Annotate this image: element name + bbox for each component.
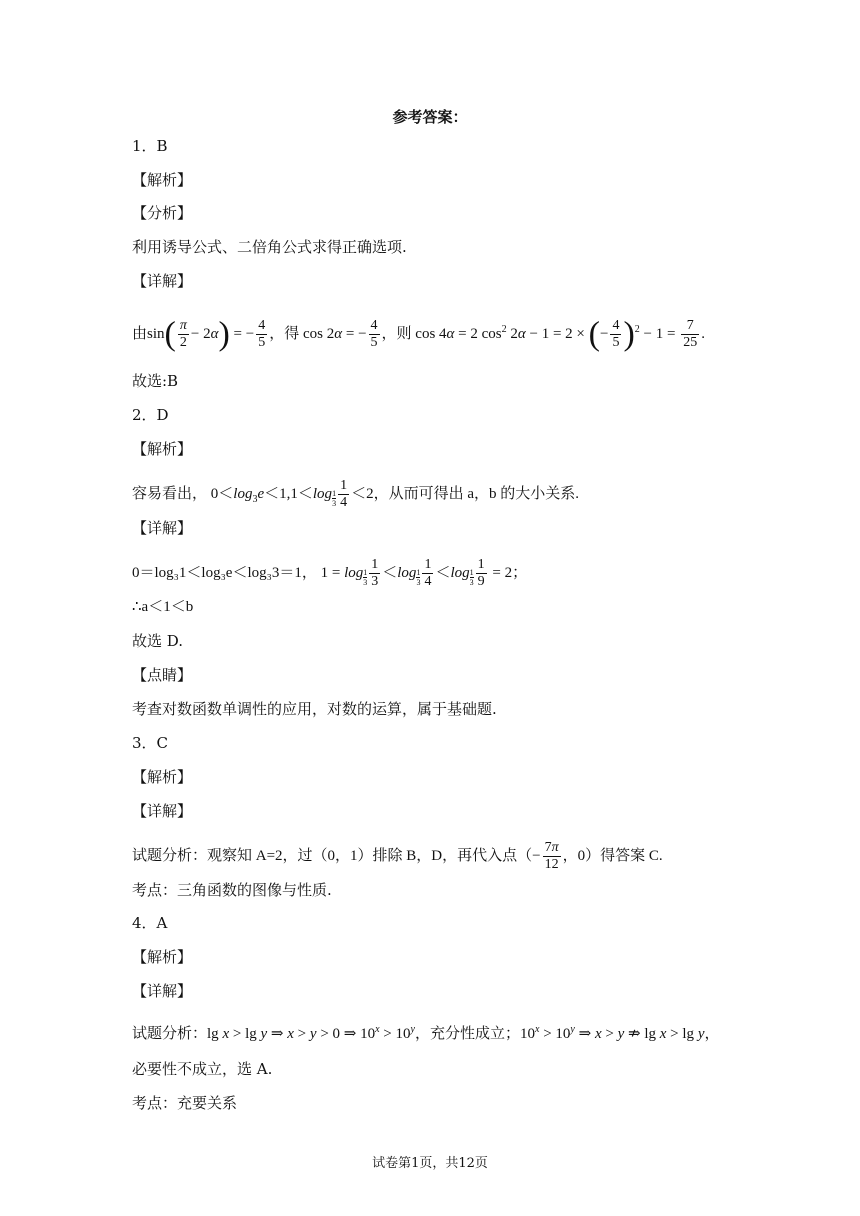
q1-result: 故选:B	[132, 372, 179, 390]
q4-analysis-line: 试题分析：lg x > lg y ⇒ x > y > 0 ⇒ $10^x > 10^y$，充分性成立；$10^x > 10^y$ ⇒ x > y ⇏ lg x > lg y，	[132, 1024, 720, 1042]
q3-kaodian: 考点：三角函数的图像与性质.	[132, 881, 332, 899]
q2-detail-line: 0＝log₃1＜log₃e＜log₃3＝1， 1 = log $\frac{1}{3}$ $\frac{1}{3}$ ＜log $\frac{1}{3}$ $\frac{1}{4}$ ＜log $\frac{1}{3}$ $\frac{1}{9}$ = 2；	[132, 557, 528, 589]
q2-line1-post: ，从而可得出 a，b 的大小关系.	[373, 485, 579, 502]
q2-xiangjie-heading: 【详解】	[132, 519, 193, 537]
q4-answer: 4．A	[132, 914, 168, 932]
q2-line2-post: ；	[512, 564, 528, 581]
q3-line1-post: ，0）得答案 C.	[562, 847, 663, 864]
q1-text-you: 由	[132, 325, 148, 342]
q3-line1-pre: 试题分析：观察知 A=2，过（0，1）排除 B，D，再代入点（	[132, 847, 533, 864]
q1-jiexi-heading: 【解析】	[132, 171, 193, 189]
q4-line1-post: ，	[704, 1026, 720, 1042]
q1-fenxi-text: 利用诱导公式、二倍角公式求得正确选项.	[132, 238, 407, 256]
q4-jiexi-heading: 【解析】	[132, 948, 193, 966]
q2-line2-pre: 0＝log₃1＜log₃e＜log₃3＝1，	[132, 564, 317, 581]
q1-answer: 1．B	[132, 137, 168, 155]
q4-line1-pre: 试题分析：	[132, 1026, 208, 1042]
q1-xiangjie-heading: 【详解】	[132, 272, 193, 290]
q4-line1-mid: ，充分性成立；	[414, 1026, 520, 1042]
page-footer: 试卷第1页，共12页	[372, 1156, 488, 1171]
q3-jiexi-heading: 【解析】	[132, 768, 193, 786]
q4-kaodian: 考点：充要关系	[132, 1094, 238, 1112]
q2-line1-pre: 容易看出，	[132, 485, 208, 502]
q1-text-de: ，得	[269, 325, 300, 342]
q2-result: 故选 D.	[132, 632, 184, 650]
q4-necessity-line: 必要性不成立，选 A.	[132, 1060, 273, 1078]
q2-jiexi-heading: 【解析】	[132, 440, 193, 458]
q2-conclusion: ∴a＜1＜b	[132, 599, 194, 615]
q3-answer: 3．C	[132, 734, 169, 752]
q2-analysis-line: 容易看出， $0<\log_3e<1,1<\log$ $\frac{1}{3}$ $\frac{1}{4}$ ＜2，从而可得出 a，b 的大小关系.	[132, 478, 579, 510]
q1-text-end: .	[701, 325, 705, 342]
q3-xiangjie-heading: 【详解】	[132, 802, 193, 820]
page-title: 参考答案：	[392, 108, 468, 126]
q2-dianjing-heading: 【点睛】	[132, 666, 193, 684]
q1-text-ze: ，则	[381, 325, 412, 342]
q1-fenxi-heading: 【分析】	[132, 204, 193, 222]
q2-answer: 2．D	[132, 406, 169, 424]
q1-solution-line: 由sin( $\frac{\pi}{2}$ − 2α) = − $\frac{4}{5}$ ，得 cos 2α = − $\frac{4}{5}$ ，则 cos 4α = 2 $\cos^2 2\alpha - 1 = 2$ × (− $\frac{4}{5}$ )$^2$ − 1 = $\frac{7}{25}$ .	[132, 315, 705, 353]
q3-analysis-line: 试题分析：观察知 A=2，过（0，1）排除 B，D，再代入点（− $\frac{7\pi}{12}$ ，0）得答案 C.	[132, 840, 663, 872]
q4-xiangjie-heading: 【详解】	[132, 982, 193, 1000]
q2-dianjing-text: 考查对数函数单调性的应用，对数的运算，属于基础题.	[132, 700, 497, 718]
